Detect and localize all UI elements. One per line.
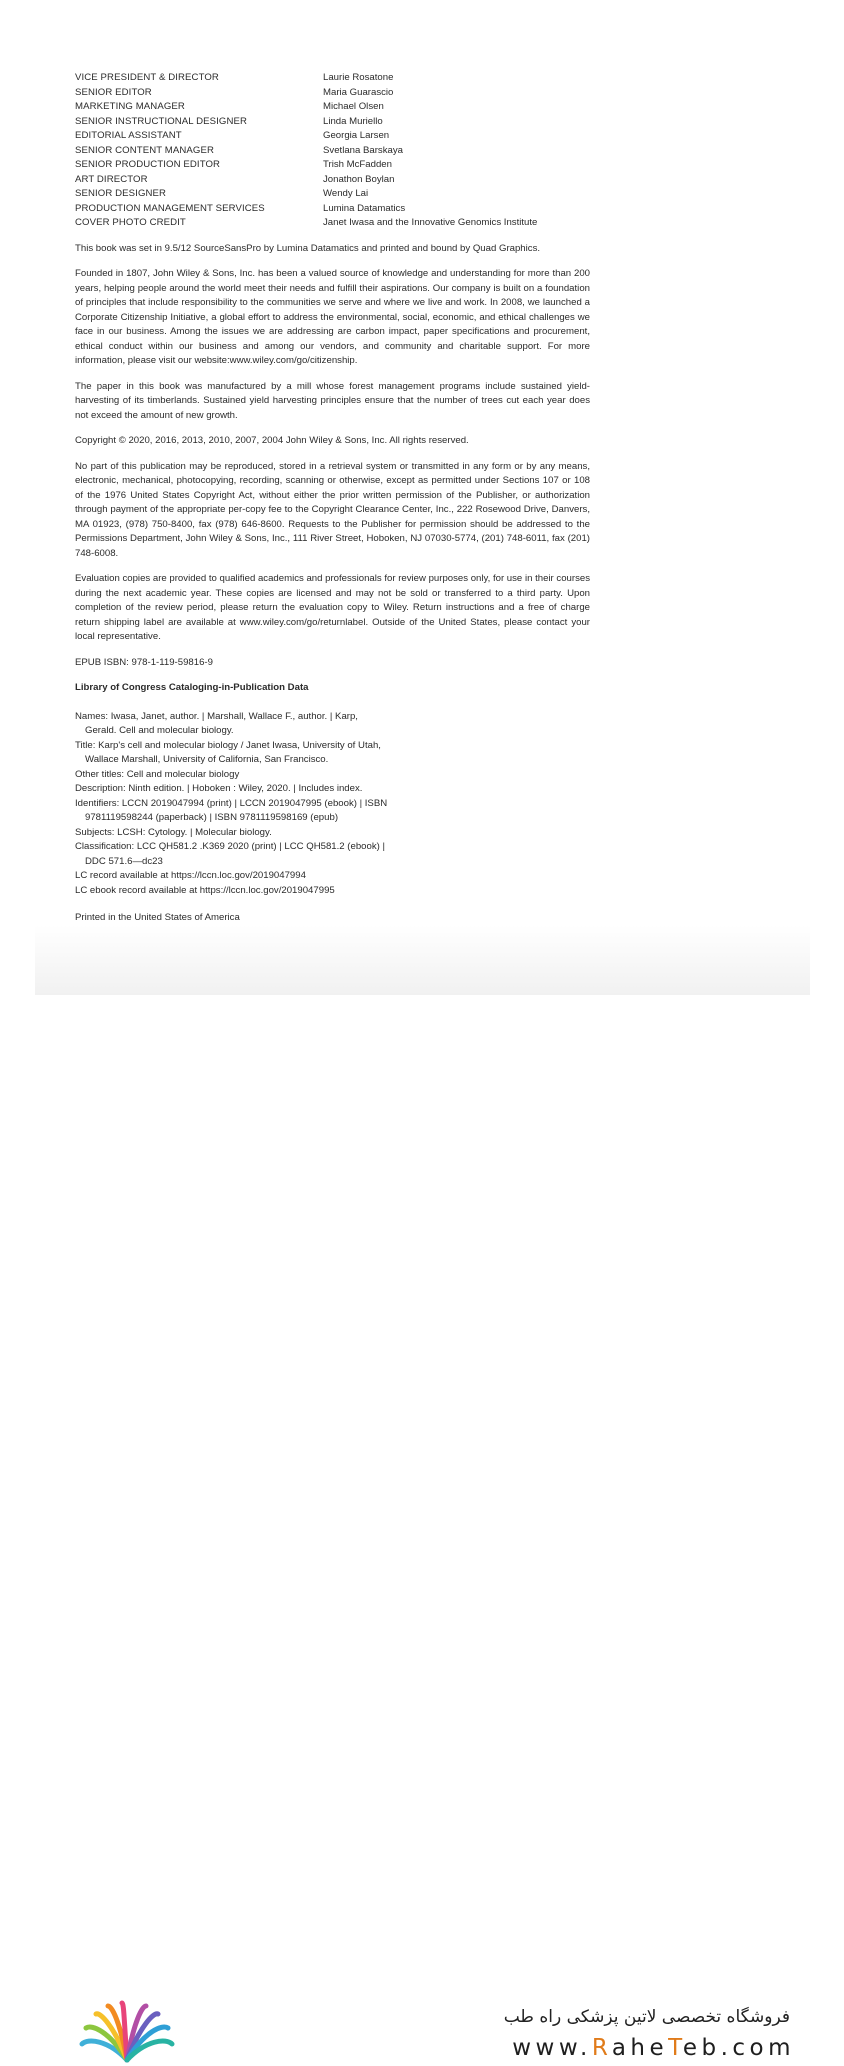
credit-role: COVER PHOTO CREDIT: [75, 217, 186, 228]
url-suffix: .com: [720, 2035, 795, 2061]
credit-name: Laurie Rosatone: [323, 72, 394, 83]
shop-title: فروشگاه تخصصی لاتین پزشکی راه طب: [503, 2007, 790, 2027]
loc-heading: Library of Congress Cataloging-in-Publication Data: [75, 682, 309, 693]
cataloging-line: Names: Iwasa, Janet, author. | Marshall, Wallace F., author. | Karp,: [75, 710, 358, 722]
copyright-line: Copyright © 2020, 2016, 2013, 2010, 2007, 2004 John Wiley & Sons, Inc. All rights reserved.: [75, 435, 469, 446]
printed-in: Printed in the United States of America: [75, 912, 240, 923]
credit-role: SENIOR PRODUCTION EDITOR: [75, 159, 221, 170]
paper-paragraph: The paper in this book was manufactured by a mill whose forest management programs include sustained yield-harvesting of its timberlands. Sustained yield harvesting principles ensure that the number of trees cut each year does not exceed the amount of new growth.: [75, 380, 590, 421]
cataloging-line: LC record available at https://lccn.loc.gov/2019047994: [75, 870, 306, 881]
url-prefix: www.: [512, 2035, 592, 2061]
credit-name: Svetlana Barskaya: [323, 144, 403, 156]
shop-url[interactable]: [425, 2035, 795, 2061]
credit-role: SENIOR INSTRUCTIONAL DESIGNER: [75, 115, 248, 127]
url-letter-t: T: [668, 2035, 683, 2061]
credit-role: SENIOR EDITOR: [75, 86, 152, 98]
cataloging-line: 9781119598244 (paperback) | ISBN 9781119598169 (epub): [85, 812, 339, 823]
epub-isbn: EPUB ISBN: 978-1-119-59816-9: [75, 656, 213, 668]
cataloging-line: Title: Karp's cell and molecular biology / Janet Iwasa, University of Utah,: [75, 739, 381, 751]
credit-name: Michael Olsen: [323, 101, 384, 112]
cataloging-line: Description: Ninth edition. | Hoboken : Wiley, 2020. | Includes index.: [75, 783, 363, 794]
shop-banner: [0, 995, 844, 2061]
page-bottom-shadow: [35, 925, 810, 995]
credit-name: Jonathon Boylan: [323, 173, 395, 185]
credit-name: Linda Muriello: [323, 115, 383, 127]
cataloging-line: Identifiers: LCCN 2019047994 (print) | LCCN 2019047995 (ebook) | ISBN: [75, 797, 388, 809]
evaluation-paragraph: Evaluation copies are provided to qualified academics and professionals for review purposes only, for use in their courses during the next academic year. These copies are licensed and may not be sold or transferred to a third party. Upon completion of the review period, please return the evaluation copy to Wiley. Return instructions and a free of charge return shipping label are available at www.wiley.com/go/returnlabel. Outside of the United States, please contact your local representative.: [75, 573, 590, 642]
rights-paragraph: No part of this publication may be reproduced, stored in a retrieval system or transmitted in any form or by any means, electronic, mechanical, photocopying, recording, scanning or otherwise, except as permitted under Sections 107 or 108 of the 1976 United States Copyright Act, without either the prior written permission of the Publisher, or authorization through payment of the appropriate per-copy fee to the Copyright Clearance Center, Inc., 222 Rosewood Drive, Danvers, MA 01923, (978) 750-8400, fax (978) 646-8600. Requests to the Publisher for permission should be addressed to the Permissions Department, John Wiley & Sons, Inc., 111 River Street, Hoboken, NJ 07030-5774, (201) 748-6011, fax (201) 748-6008.: [75, 460, 590, 559]
credit-name: Janet Iwasa and the Innovative Genomics Institute: [323, 217, 538, 228]
url-part-ahe: ahe: [611, 2035, 669, 2061]
credit-role: PRODUCTION MANAGEMENT SERVICES: [75, 202, 265, 214]
credit-role: SENIOR DESIGNER: [75, 188, 167, 199]
credit-role: MARKETING MANAGER: [75, 101, 185, 112]
cataloging-data: [75, 710, 590, 899]
credits-list: [75, 71, 590, 231]
url-part-eb: eb: [682, 2035, 721, 2061]
typeset-note: This book was set in 9.5/12 SourceSansPro by Lumina Datamatics and printed and bound by Quad Graphics.: [75, 242, 541, 254]
cataloging-line: DDC 571.6—dc23: [85, 855, 163, 867]
cataloging-line: Other titles: Cell and molecular biology: [75, 768, 240, 780]
credit-role: ART DIRECTOR: [75, 173, 148, 185]
credit-name: Trish McFadden: [323, 159, 392, 170]
founded-paragraph: Founded in 1807, John Wiley & Sons, Inc. has been a valued source of knowledge and understanding for more than 200 years, helping people around the world meet their needs and fulfill their aspirations. Our company is built on a foundation of principles that include responsibility to the communities we serve and where we live and work. In 2008, we launched a Corporate Citizenship Initiative, a global effort to address the environmental, social, economic, and ethical challenges we face in our business. Among the issues we are addressing are carbon impact, paper specifications and procurement, ethical conduct within our business and among our vendors, and community and charitable support. For more information, please visit our website:www.wiley.com/go/citizenship.: [75, 268, 590, 366]
document-page: [0, 0, 844, 1000]
open-book-fan-logo-icon: [78, 2000, 176, 2066]
cataloging-line: Classification: LCC QH581.2 .K369 2020 (print) | LCC QH581.2 (ebook) |: [75, 841, 385, 852]
credit-role: VICE PRESIDENT & DIRECTOR: [75, 72, 219, 83]
credit-role: EDITORIAL ASSISTANT: [75, 130, 182, 141]
url-letter-r: R: [591, 2035, 612, 2061]
credit-name: Wendy Lai: [323, 188, 369, 199]
copyright-page-content: [75, 71, 590, 994]
cataloging-line: Wallace Marshall, University of California, San Francisco.: [85, 754, 329, 765]
credit-name: Georgia Larsen: [323, 130, 390, 141]
cataloging-line: LC ebook record available at https://lccn.loc.gov/2019047995: [75, 884, 335, 896]
cataloging-line: Subjects: LCSH: Cytology. | Molecular biology.: [75, 826, 272, 838]
credit-name: Maria Guarascio: [323, 86, 394, 98]
credit-name: Lumina Datamatics: [323, 202, 406, 214]
credit-role: SENIOR CONTENT MANAGER: [75, 144, 215, 156]
cataloging-line: Gerald. Cell and molecular biology.: [85, 725, 234, 736]
